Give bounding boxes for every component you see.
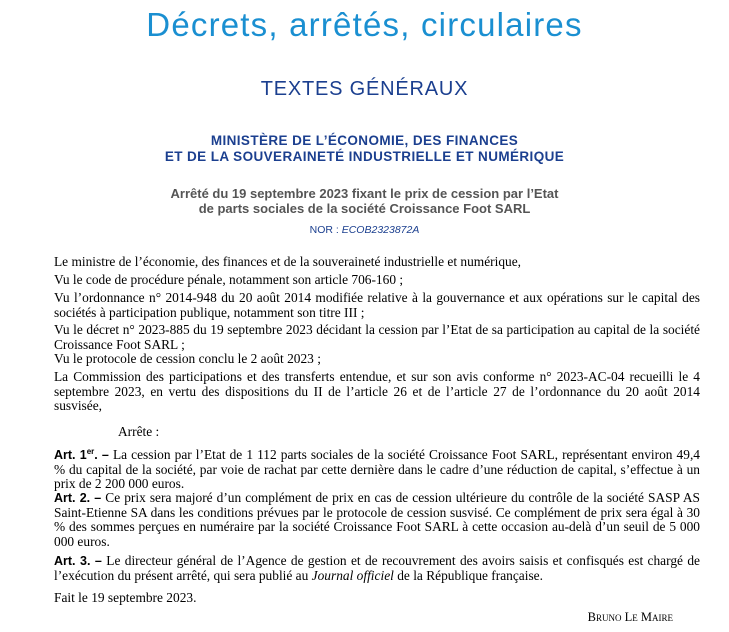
article-1 (54, 445, 700, 492)
article-3-label: Art. 3. – (54, 554, 102, 568)
article-2 (54, 491, 700, 549)
nor-value: ECOB2323872A (341, 224, 420, 236)
preamble-minister: Le ministre de l’économie, des finances et de la souveraineté industrielle et numérique, (54, 254, 522, 269)
ministry-line-1: MINISTÈRE DE L’ÉCONOMIE, DES FINANCES (210, 133, 519, 148)
article-2-label: Art. 2. – (54, 491, 102, 505)
article-1-text: La cession par l’Etat de 1 112 parts sociales de la société Croissance Foot SARL, représentant environ 49,4 % du capital de la société, par voie de rachat par cette dernière dans le cadre d’une réduction de capital, s’effectue à un prix de 2 200 000 euros. (54, 447, 700, 492)
ministry-heading (0, 133, 729, 165)
preamble-vu-protocole: Vu le protocole de cession conclu le 2 août 2023 ; (54, 351, 321, 366)
section-title: Décrets, arrêtés, circulaires (146, 6, 583, 43)
decree-title (0, 186, 729, 216)
decree-title-line-1: Arrêté du 19 septembre 2023 fixant le prix de cession par l’Etat (170, 186, 559, 201)
nor-reference (0, 224, 729, 236)
article-1-label: Art. 1er. – (54, 447, 109, 463)
article-3-text-before: Le directeur général de l’Agence de gestion et de recouvrement des avoirs saisis et confisqués est chargé de l’exécution du présent arrêté, qui sera publié au (54, 553, 700, 583)
preamble-vu-code: Vu le code de procédure pénale, notamment son article 706-160 ; (54, 272, 404, 287)
article-3-text-after: de la République française. (393, 567, 543, 583)
article-2-text: Ce prix sera majoré d’un complément de prix en cas de cession ultérieure du contrôle de la société SASP AS Saint-Etienne SA dans les conditions prévues par le protocole de cession susvisé. Ce complément de prix sera égal à 30 % des sommes perçues en numéraire par la société Croissance Foot SARL à cette occasion au-delà d’un seuil de 5 000 000 euros. (54, 490, 700, 549)
subsection-title: TEXTES GÉNÉRAUX (260, 78, 469, 100)
article-3 (54, 554, 700, 583)
preamble-vu-decret: Vu le décret n° 2023-885 du 19 septembre 2023 décidant la cession par l’Etat de sa participation au capital de la société Croissance Foot SARL ; (54, 322, 700, 352)
decree-title-line-2: de parts sociales de la société Croissance Foot SARL (198, 201, 531, 216)
closing-date: Fait le 19 septembre 2023. (54, 590, 197, 605)
ministry-line-2: ET DE LA SOUVERAINETÉ INDUSTRIELLE ET NUMÉRIQUE (164, 149, 565, 164)
signature: Bruno Le Maire (587, 610, 673, 624)
preamble-vu-ordonnance: Vu l’ordonnance n° 2014-948 du 20 août 2014 modifiée relative à la gouvernance et aux opérations sur le capital des sociétés à participation publique, notamment son titre III ; (54, 290, 700, 320)
nor-label: NOR : (309, 224, 342, 236)
arrete-label: Arrête : (118, 424, 160, 439)
preamble-commission: La Commission des participations et des transferts entendue, et sur son avis conforme n° 2023-AC-04 recueilli le 4 septembre 2023, en vertu des dispositions du II de l’article 26 et de l’article 27 de l’ordonnance du 20 août 2014 susvisée, (54, 369, 700, 413)
article-3-journal-officiel: Journal officiel (311, 567, 394, 583)
